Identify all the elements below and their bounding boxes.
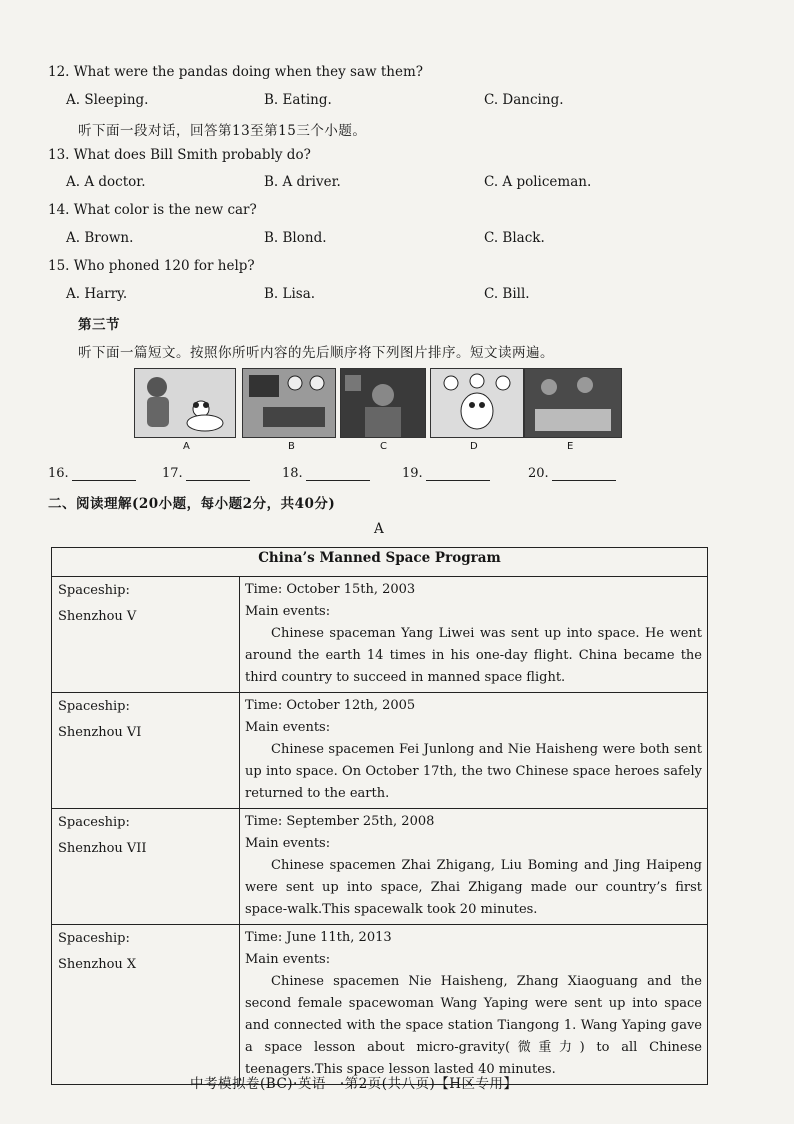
part2-title: 二、阅读理解(20小题，每小题2分，共40分): [48, 496, 336, 512]
picture-e: [524, 368, 622, 438]
events-cell: [240, 809, 708, 925]
spaceship-cell: [52, 925, 240, 1085]
spaceship-label: Spaceship:: [58, 931, 130, 946]
table-row: [52, 809, 708, 925]
picture-d: [430, 368, 524, 438]
space-program-table: [51, 547, 708, 1085]
event-text: Chinese spacemen Zhai Zhigang, Liu Boming and Jing Haipeng were sent up into space, Zhai Zhigang made our country’s first space-walk.This spacewalk took 20 minutes.: [245, 858, 702, 917]
q12-question: 12. What were the pandas doing when they saw them?: [48, 64, 424, 80]
q14-option-c: C. Black.: [484, 230, 545, 246]
table-row: [52, 577, 708, 693]
spaceship-name: Shenzhou X: [58, 957, 137, 972]
passage-label: A: [374, 521, 384, 537]
q15-option-c: C. Bill.: [484, 286, 530, 302]
answer-blank-18[interactable]: 18.: [282, 466, 370, 481]
events-cell: [240, 925, 708, 1085]
picture-a-label: A: [183, 441, 190, 452]
spaceship-label: Spaceship:: [58, 815, 130, 830]
spaceship-cell: [52, 693, 240, 809]
picture-b-label: B: [288, 441, 295, 452]
q15-option-a: A. Harry.: [66, 286, 128, 302]
event-time: Time: September 25th, 2008: [245, 814, 435, 829]
q12-option-b: B. Eating.: [264, 92, 332, 108]
q13-option-b: B. A driver.: [264, 174, 341, 190]
events-label: Main events:: [245, 604, 331, 619]
events-label: Main events:: [245, 836, 331, 851]
picture-c: [340, 368, 426, 438]
event-time: Time: October 15th, 2003: [245, 582, 416, 597]
q12-option-c: C. Dancing.: [484, 92, 564, 108]
picture-a: [134, 368, 236, 438]
picture-c-label: C: [380, 441, 387, 452]
spaceship-label: Spaceship:: [58, 699, 130, 714]
table-row: [52, 693, 708, 809]
q13-option-a: A. A doctor.: [66, 174, 146, 190]
spaceship-name: Shenzhou VII: [58, 841, 147, 856]
spaceship-cell: [52, 809, 240, 925]
picture-d-label: D: [470, 441, 478, 452]
picture-e-label: E: [567, 441, 574, 452]
q15-question: 15. Who phoned 120 for help?: [48, 258, 255, 274]
table-title: China’s Manned Space Program: [52, 548, 708, 577]
event-text: Chinese spacemen Nie Haisheng, Zhang Xiaoguang and the second female spacewoman Wang Yaping were sent up into space and connected with the space station Tiangong 1. Wang Yaping gave a space lesson about micro-gravity(微重力) to all Chinese teenagers.This space lesson lasted 40 minutes.: [245, 974, 702, 1077]
spaceship-name: Shenzhou VI: [58, 725, 142, 740]
events-cell: [240, 577, 708, 693]
answer-blank-19[interactable]: 19.: [402, 466, 490, 481]
page-footer: 中考模拟卷(BC)·英语 ·第2页(共八页)【H区专用】: [190, 1076, 518, 1092]
answer-blank-16[interactable]: 16.: [48, 466, 136, 481]
event-text: Chinese spaceman Yang Liwei was sent up into space. He went around the earth 14 times in his one-day flight. China became the third country to succeed in manned space flight.: [245, 626, 702, 685]
spaceship-name: Shenzhou V: [58, 609, 137, 624]
q14-question: 14. What color is the new car?: [48, 202, 257, 218]
event-time: Time: June 11th, 2013: [245, 930, 392, 945]
instruction-13-15: 听下面一段对话，回答第13至第15三个小题。: [78, 123, 367, 139]
q13-option-c: C. A policeman.: [484, 174, 592, 190]
q12-option-a: A. Sleeping.: [66, 92, 149, 108]
event-text: Chinese spacemen Fei Junlong and Nie Haisheng were both sent up into space. On October 17th, the two Chinese space heroes safely returned to the earth.: [245, 742, 702, 801]
event-time: Time: October 12th, 2005: [245, 698, 416, 713]
answer-blank-20[interactable]: 20.: [528, 466, 616, 481]
section3-title: 第三节: [78, 317, 120, 333]
section3-instruction: 听下面一篇短文。按照你所听内容的先后顺序将下列图片排序。短文读两遍。: [78, 345, 554, 361]
spaceship-label: Spaceship:: [58, 583, 130, 598]
spaceship-cell: [52, 577, 240, 693]
events-cell: [240, 693, 708, 809]
events-label: Main events:: [245, 720, 331, 735]
picture-b: [242, 368, 336, 438]
q14-option-a: A. Brown.: [66, 230, 134, 246]
answer-blank-17[interactable]: 17.: [162, 466, 250, 481]
table-row: [52, 925, 708, 1085]
events-label: Main events:: [245, 952, 331, 967]
q13-question: 13. What does Bill Smith probably do?: [48, 147, 311, 163]
q15-option-b: B. Lisa.: [264, 286, 316, 302]
q14-option-b: B. Blond.: [264, 230, 327, 246]
